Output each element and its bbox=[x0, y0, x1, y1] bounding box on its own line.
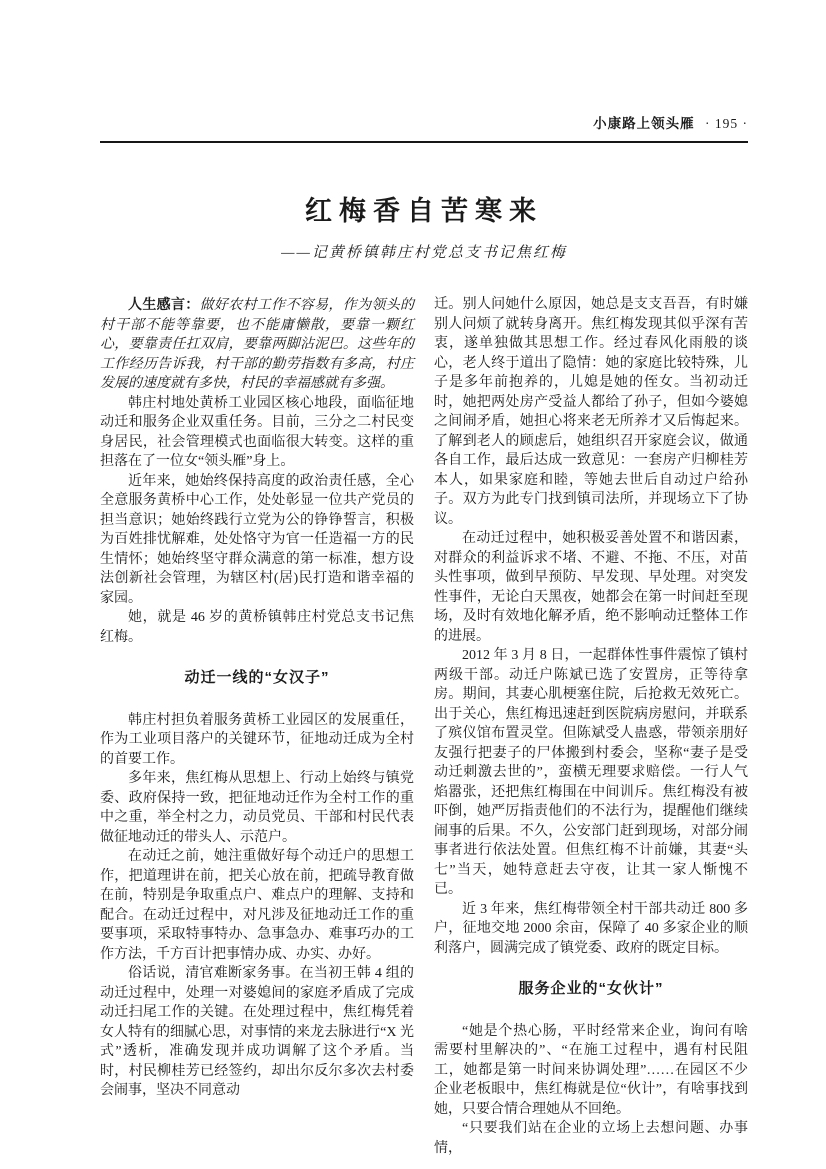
running-title: 小康路上领头雁 bbox=[593, 116, 695, 131]
paragraph: 她，就是 46 岁的黄桥镇韩庄村党总支书记焦红梅。 bbox=[100, 610, 414, 645]
motto-text: 做好农村工作不容易，作为领头的村干部不能等靠要，也不能庸懒散，要靠一颗红心，要靠责任扛双肩，要靠两脚沾泥巴。这些年的工作经历告诉我，村干部的勤劳指数有多高，村庄发展的速度就有多快，村民的幸福感就有多强。 bbox=[100, 298, 415, 391]
section-heading-enterprise: 服务企业的“女伙计” bbox=[518, 980, 664, 997]
page-number: · 195 · bbox=[705, 116, 748, 131]
paragraph: “她是个热心肠，平时经常来企业，询问有啥需要村里解决的”、“在施工过程中，遇有村民阻工，她都是第一时间来协调处理”……在园区不少企业老板眼中，焦红梅就是位“伙计”，有啥事找到她，只要合情合理她从不回绝。 bbox=[434, 1023, 748, 1117]
page-content bbox=[100, 112, 748, 1158]
left-column bbox=[100, 295, 414, 1158]
article-subtitle: ——记黄桥镇韩庄村党总支书记焦红梅 bbox=[281, 245, 567, 261]
article-title: 红梅香自苦寒来 bbox=[305, 196, 543, 226]
paragraph: 俗话说，清官难断家务事。在当初王韩 4 组的动迁过程中，处理一对婆媳间的家庭矛盾成了完成动迁扫尾工作的关键。在处理过程中，焦红梅凭着女人特有的细腻心思，对事情的来龙去脉进行“X 光式”透析，准确发现并成功调解了这个矛盾。当时，村民柳桂芳已经签约，却出尔反尔多次去村委会闹事，坚决不同意动 bbox=[100, 966, 414, 1098]
motto-label: 人生感言： bbox=[128, 296, 200, 312]
paragraph: 韩庄村地处黄桥工业园区核心地段，面临征地动迁和服务企业双重任务。目前，三分之二村民变身居民，社会管理模式也面临很大转变。这样的重担落在了一位女“领头雁”身上。 bbox=[100, 395, 414, 469]
paragraph: 在动迁之前，她注重做好每个动迁户的思想工作，把道理讲在前，把关心放在前，把疏导教育做在前，特别是争取重点户、难点户的理解、支持和配合。在动迁过程中，对凡涉及征地动迁工作的重要事项，采取特事特办、急事急办、难事巧办的工作方法，千方百计把事情办成、办实、办好。 bbox=[100, 849, 414, 962]
paragraph: 近 3 年来，焦红梅带领全村干部共动迁 800 多户，征地交地 2000 余亩，保障了 40 多家企业的顺利落户，圆满完成了镇党委、政府的既定目标。 bbox=[434, 901, 748, 956]
paragraph-continuation: 迁。别人问她什么原因，她总是支支吾吾，有时嫌别人问烦了就转身离开。焦红梅发现其似乎深有苦衷，遂单独做其思想工作。经过春风化雨般的谈心，老人终于道出了隐情：她的家庭比较特殊，儿子是多年前抱养的，儿媳是她的侄女。当初动迁时，她把两处房产受益人都给了孙子，但如今婆媳之间闹矛盾，她担心将来老无所养才又后悔起来。了解到老人的顾虑后，她组织召开家庭会议，做通各自工作，最后达成一致意见：一套房产归柳桂芳本人，如果家庭和睦，等她去世后自动过户给孙子。双方为此专门找到镇司法所，并现场立下了协议。 bbox=[434, 297, 748, 527]
paragraph: 近年来，她始终保持高度的政治责任感，全心全意服务黄桥中心工作，处处彰显一位共产党员的担当意识；她始终践行立党为公的铮铮誓言，积极为百姓排忧解难，处处恪守为官一任造福一方的民生情怀；她始终坚守群众满意的第一标准，想方设法创新社会管理，为辖区村(居)民打造和谐幸福的家园。 bbox=[100, 473, 414, 606]
motto-paragraph bbox=[100, 295, 414, 394]
paragraph: 韩庄村担负着服务黄桥工业园区的发展重任，作为工业项目落户的关键环节，征地动迁成为全村的首要工作。 bbox=[100, 712, 414, 767]
paragraph: 多年来，焦红梅从思想上、行动上始终与镇党委、政府保持一致，把征地动迁作为全村工作的重中之重，举全村之力，动员党员、干部和村民代表做征地动迁的带头人、示范户。 bbox=[100, 771, 414, 845]
right-column bbox=[434, 295, 748, 1158]
section-heading-relocation: 动迁一线的“女汉子” bbox=[184, 669, 330, 686]
page-header bbox=[100, 112, 748, 143]
two-column-body bbox=[100, 295, 748, 1158]
paragraph: 2012 年 3 月 8 日，一起群体性事件震惊了镇村两级干部。动迁户陈斌已选了安置房，正等待拿房。期间，其妻心肌梗塞住院，后抢救无效死亡。出于关心，焦红梅迅速赶到医院病房慰问，并联系了殡仪馆布置灵堂。但陈斌受人蛊惑，带领亲朋好友强行把妻子的尸体搬到村委会，坚称“妻子是受动迁刺激去世的”，蛮横无理要求赔偿。一行人气焰嚣张，还把焦红梅围在中间训斥。焦红梅没有被吓倒，她严厉指责他们的不法行为，提醒他们继续闹事的后果。不久，公安部门赶到现场，对部分闹事者进行依法处置。但焦红梅不计前嫌，其妻“头七”当天，她特意赶去守夜，让其一家人惭愧不已。 bbox=[434, 648, 748, 897]
paragraph: 在动迁过程中，她积极妥善处置不和谐因素，对群众的利益诉求不堵、不避、不拖、不压，对苗头性事项，做到早预防、早发现、早处理。对突发性事件，无论白天黑夜，她都会在第一时间赶至现场，及时有效地化解矛盾，绝不影响动迁整体工作的进展。 bbox=[434, 531, 748, 644]
paragraph: “只要我们站在企业的立场上去想问题、办事情， bbox=[434, 1121, 748, 1156]
